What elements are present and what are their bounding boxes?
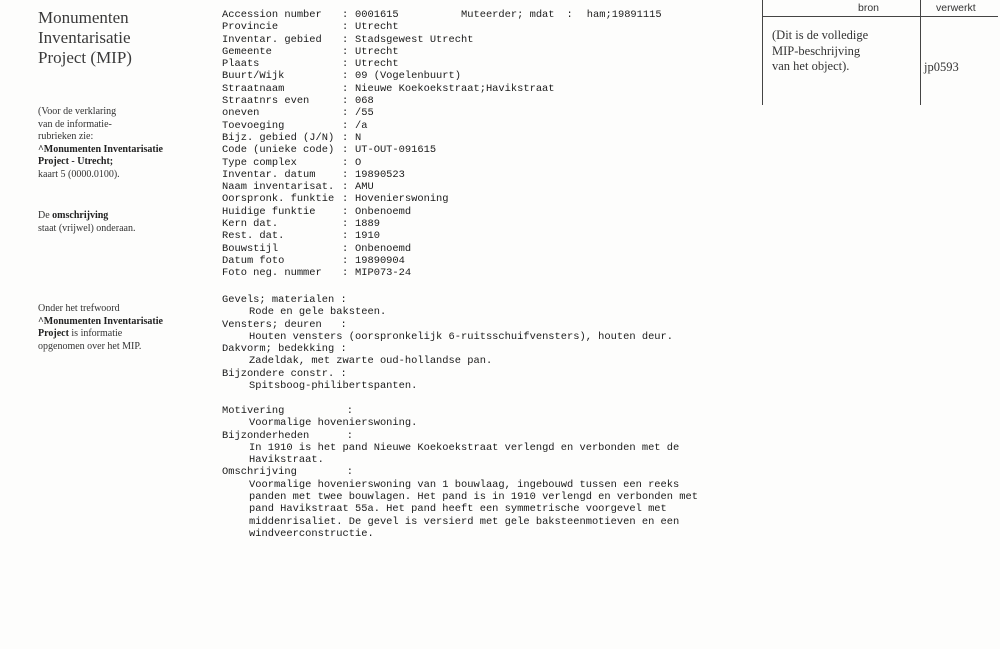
field-separator: : (342, 156, 349, 169)
source-reference-code: jp0593 (924, 60, 959, 74)
source-box (762, 0, 998, 105)
source-header-divider (762, 16, 998, 17)
field-label: Bouwstijl (222, 242, 279, 255)
source-column-header-bron: bron (858, 2, 880, 14)
field-value: 068 (355, 95, 374, 108)
field-value: /55 (355, 107, 374, 120)
field-label: Provincie (222, 21, 279, 34)
note-line: Onder het trefwoord (38, 303, 120, 314)
project-title-line: Project (MIP) (38, 48, 132, 67)
field-label: Huidige funktie (222, 205, 316, 218)
note-suffix: is informatie (68, 328, 123, 339)
field-label: Inventar. gebied (222, 33, 322, 46)
project-title-line: Monumenten (38, 8, 129, 27)
section-heading: Dakvorm; bedekking : (222, 343, 347, 356)
description-sections (222, 405, 698, 540)
note-reference: ^Monumenten Inventarisatie (38, 315, 163, 327)
section-text: panden met twee bouwlagen. Het pand is in 1910 verlengd en verbonden met (249, 491, 698, 504)
field-value: /a (355, 119, 368, 132)
field-label: Datum foto (222, 254, 285, 267)
field-value: 0001615 (355, 9, 399, 21)
field-value: Onbenoemd (355, 242, 412, 255)
section-heading: Bijzonderheden : (222, 429, 353, 442)
project-title (38, 8, 208, 68)
note-line: van de informatie- (38, 118, 112, 130)
source-text-line: van het object). (772, 59, 850, 73)
field-separator: : (342, 205, 349, 218)
field-value: Utrecht (355, 58, 399, 71)
field-label: Kern dat. (222, 218, 279, 231)
source-description (772, 28, 912, 75)
project-title-line: Inventarisatie (38, 28, 131, 47)
mutator-value: ham;19891115 (586, 9, 662, 21)
note-keyword: omschrijving (52, 210, 109, 221)
keyword-note (38, 303, 208, 353)
field-value: UT-OUT-091615 (355, 144, 437, 157)
field-value: 19890523 (355, 168, 405, 181)
section-text: Voormalige hovenierswoning van 1 bouwlaag, ingebouwd tussen een reeks (249, 478, 680, 491)
field-label: Rest. dat. (222, 230, 285, 243)
note-line: opgenomen over het MIP. (38, 340, 142, 352)
field-label: Foto neg. nummer (222, 267, 322, 280)
field-separator: : (342, 107, 349, 120)
field-separator: : (342, 58, 349, 71)
note-line: kaart 5 (0000.0100). (38, 168, 120, 180)
field-separator: : (342, 33, 349, 46)
source-left-border (762, 0, 763, 105)
section-text: windveerconstructie. (249, 527, 374, 540)
field-label: Code (unieke code) (222, 144, 335, 157)
mutator-label: Muteerder; mdat (461, 9, 555, 21)
section-text: Houten vensters (oorspronkelijk 6-ruitsschuifvensters), houten deur. (249, 330, 674, 343)
section-text: Rode en gele baksteen. (249, 306, 387, 319)
field-label: Plaats (222, 58, 260, 71)
note-line: rubrieken zie: (38, 131, 94, 142)
section-text: Voormalige hovenierswoning. (249, 417, 418, 430)
field-label: Gemeente (222, 45, 272, 58)
field-separator: : (342, 119, 349, 132)
section-heading: Motivering : (222, 405, 353, 417)
field-label: oneven (222, 107, 260, 120)
field-label: Oorspronk. funktie (222, 193, 335, 206)
field-separator: : (342, 254, 349, 267)
field-label: Toevoeging (222, 119, 285, 132)
field-value: Onbenoemd (355, 205, 412, 218)
field-separator: : (342, 242, 349, 255)
section-text: Havikstraat. (249, 454, 324, 467)
description-note (38, 210, 208, 235)
note-line: staat (vrijwel) onderaan. (38, 222, 136, 234)
legend-note (38, 106, 208, 181)
note-prefix: De (38, 210, 53, 221)
field-value: Nieuwe Koekoekstraat;Havikstraat (355, 82, 555, 95)
note-line: (Voor de verklaring (38, 106, 117, 117)
field-value: 1889 (355, 218, 380, 231)
field-value: MIP073-24 (355, 267, 412, 280)
source-text-line: (Dit is de volledige (772, 28, 869, 42)
mutator-field (461, 9, 662, 21)
field-separator: : (342, 168, 349, 181)
field-label: Straatnrs even (222, 95, 310, 108)
section-heading: Omschrijving : (222, 466, 353, 479)
source-column-divider (920, 0, 921, 105)
field-value: N (355, 131, 362, 144)
section-text: In 1910 is het pand Nieuwe Koekoekstraat verlengd en verbonden met de (249, 441, 680, 454)
field-separator: : (342, 193, 349, 206)
construction-sections (222, 294, 673, 392)
section-text: Zadeldak, met zwarte oud-hollandse pan. (249, 355, 493, 368)
field-label: Type complex (222, 156, 297, 169)
field-separator: : (342, 230, 349, 243)
field-separator: : (342, 218, 349, 231)
field-separator: : (342, 9, 349, 21)
field-separator: : (342, 181, 349, 194)
field-value: Stadsgewest Utrecht (355, 33, 474, 46)
field-value: 19890904 (355, 254, 405, 267)
field-label: Inventar. datum (222, 168, 316, 181)
field-value: O (355, 156, 362, 169)
field-separator: : (342, 95, 349, 108)
field-value: Utrecht (355, 21, 399, 34)
field-value: Utrecht (355, 45, 399, 58)
section-text: pand Havikstraat 55a. Het pand heeft een symmetrische voorgevel met (249, 503, 667, 516)
field-label: Straatnaam (222, 82, 285, 95)
field-separator: : (342, 70, 349, 83)
source-text-line: MIP-beschrijving (772, 43, 861, 58)
field-separator: : (566, 9, 573, 21)
field-value: 1910 (355, 230, 380, 243)
field-separator: : (342, 131, 349, 144)
section-heading: Vensters; deuren : (222, 318, 347, 331)
field-value: 09 (Vogelenbuurt) (355, 70, 462, 83)
section-heading: Bijzondere constr. : (222, 367, 347, 380)
field-label: Buurt/Wijk (222, 70, 285, 83)
section-text: Spitsboog-philibertspanten. (249, 380, 418, 393)
source-column-header-verwerkt: verwerkt (936, 2, 976, 14)
note-reference: ^Monumenten Inventarisatie (38, 143, 163, 155)
field-separator: : (342, 267, 349, 280)
field-value: AMU (355, 181, 374, 194)
note-reference: Project - Utrecht; (38, 156, 114, 167)
field-separator: : (342, 21, 349, 34)
field-separator: : (342, 45, 349, 58)
field-label: Accession number (222, 9, 322, 21)
field-separator: : (342, 144, 349, 157)
note-reference: Project (38, 328, 69, 339)
field-separator: : (342, 82, 349, 95)
field-label: Naam inventarisat. (222, 181, 335, 194)
field-label: Bijz. gebied (J/N) (222, 131, 335, 144)
field-value: Hovenierswoning (355, 193, 449, 206)
section-heading: Gevels; materialen : (222, 294, 347, 306)
section-text: middenrisaliet. De gevel is versierd met gele baksteenmotieven en een (249, 515, 680, 528)
